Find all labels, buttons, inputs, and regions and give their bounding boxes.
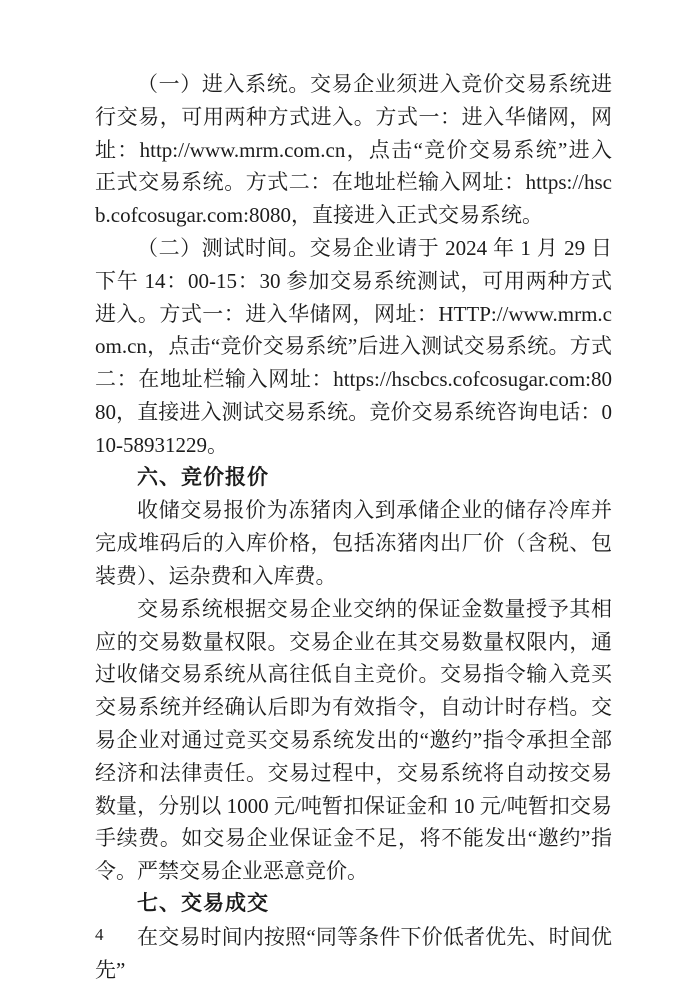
paragraph-quotation-definition: 收储交易报价为冻猪肉入到承储企业的储存冷库并完成堆码后的入库价格，包括冻猪肉出厂价（含税、包装费）、运杂费和入库费。 [95,498,612,588]
paragraph-deal-principle: 在交易时间内按照“同等条件下价低者优先、时间优先” [95,924,612,982]
paragraph-margin-and-bidding-rules: 交易系统根据交易企业交纳的保证金数量授予其相应的交易数量权限。交易企业在其交易数量权限内，通过收储交易系统从高往低自主竞价。交易指令输入竞买交易系统并经确认后即为有效指令，自动计时存档。交易企业对通过竞买交易系统发出的“邀约”指令承担全部经济和法律责任。交易过程中，交易系统将自动按交易数量，分别以 1000 元/吨暂扣保证金和 10 元/吨暂扣交易手续费。如交易企业保证金不足，将不能发出“邀约”指令。严禁交易企业恶意竞价。 [95,596,612,884]
heading-bidding-quotation: 六、竞价报价 [137,465,269,489]
heading-transaction-deal: 七、交易成交 [137,891,269,915]
paragraph-enter-system: （一）进入系统。交易企业须进入竞价交易系统进行交易，可用两种方式进入。方式一：进入华储网，网址：http://www.mrm.com.cn，点击“竞价交易系统”进入正式交易系统。方式二：在地址栏输入网址：https://hscb.cofcosugar.com:8080，直接进入正式交易系统。 [95,72,612,228]
page-number: 4 [95,925,104,944]
paragraph-test-time: （二）测试时间。交易企业请于 2024 年 1 月 29 日下午 14：00-15：30 参加交易系统测试，可用两种方式进入。方式一：进入华储网，网址：HTTP://www.mrm.com.cn，点击“竞价交易系统”后进入测试交易系统。方式二：在地址栏输入网址：https://hscbcs.cofcosugar.com:8080，直接进入测试交易系统。竞价交易系统咨询电话：010-58931229。 [95,235,612,457]
